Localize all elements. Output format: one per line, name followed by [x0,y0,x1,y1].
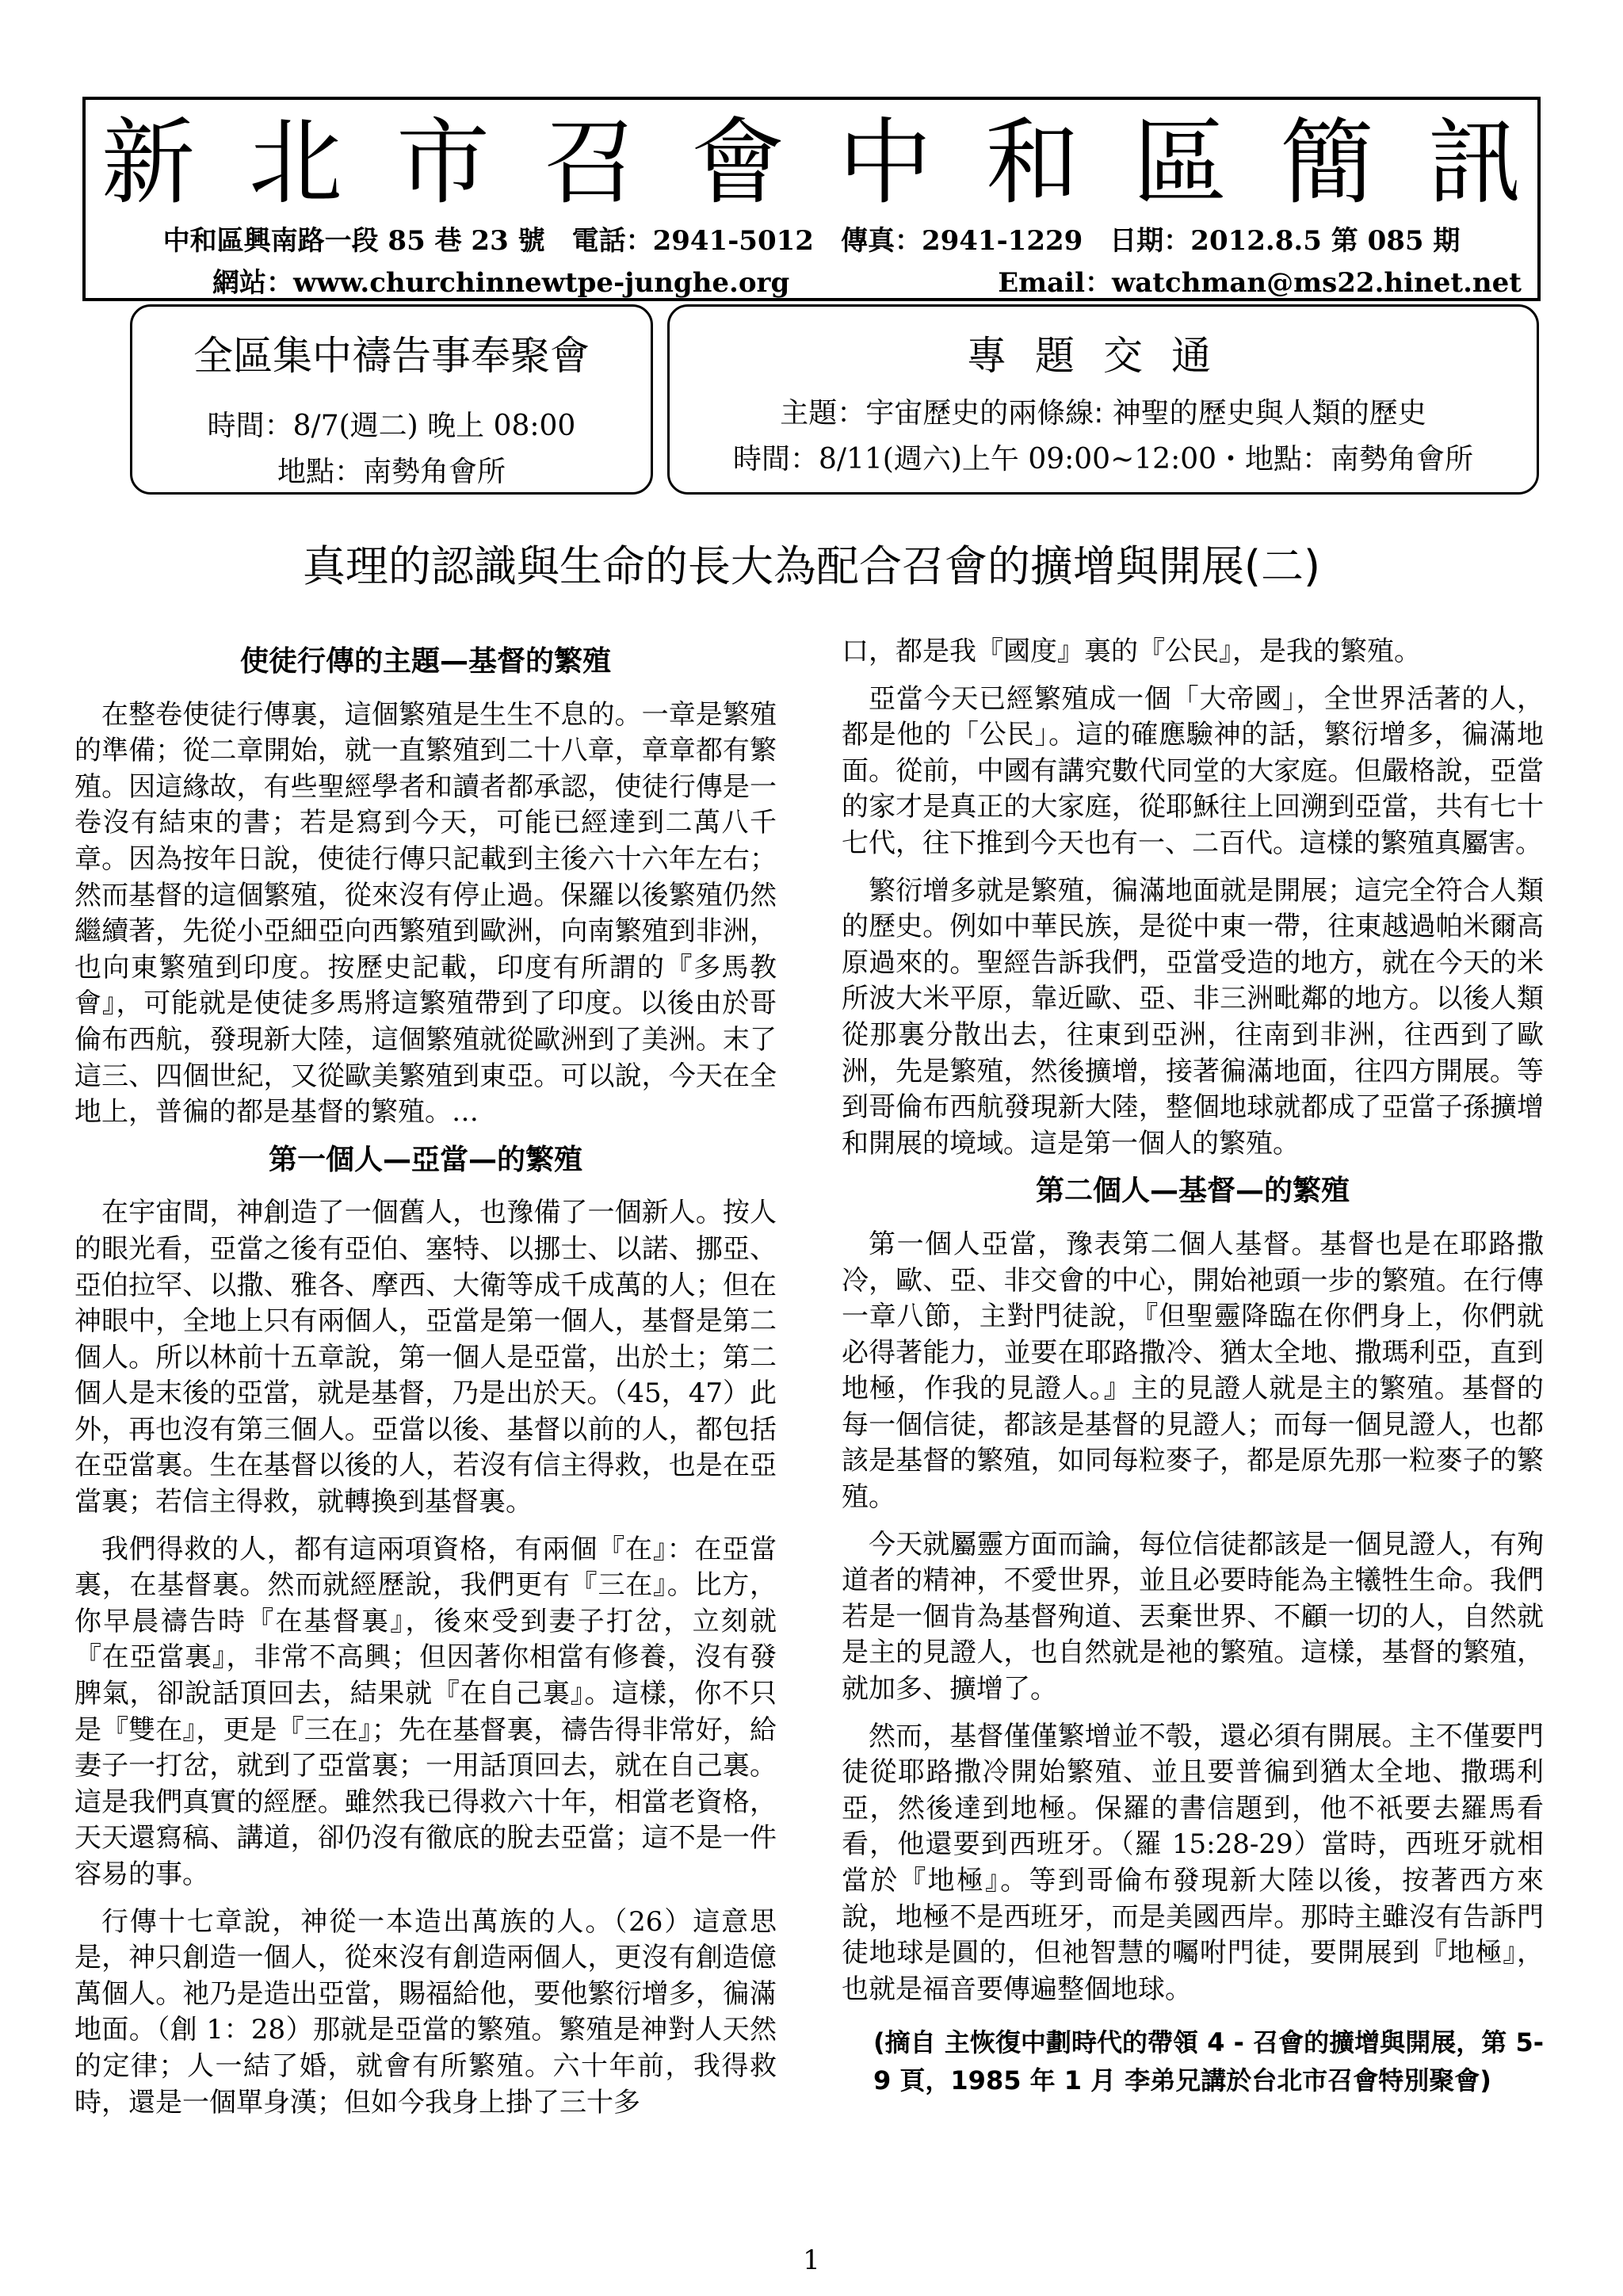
paragraph: 亞當今天已經繁殖成一個「大帝國」，全世界活著的人，都是他的「公民」。這的確應驗神的話，繁衍增多，徧滿地面。從前，中國有講究數代同堂的大家庭。但嚴格說，亞當的家才是真正的大家庭，從耶穌往上回溯到亞當，共有七十七代，往下推到今天也有一、二百代。這樣的繁殖真屬害。 [842,682,1544,859]
section-heading: 第二個人—基督—的繁殖 [1035,1175,1350,1208]
section-heading: 使徒行傳的主題—基督的繁殖 [239,645,611,678]
paragraph: 在宇宙間，神創造了一個舊人，也豫備了一個新人。按人的眼光看，亞當之後有亞伯、塞特、以挪士、以諾、挪亞、亞伯拉罕、以撒、雅各、摩西、大衛等成千成萬的人；但在神眼中，全地上只有兩個人，亞當是第一個人，基督是第二個人。所以林前十五章說，第一個人是亞當，出於土；第二個人是末後的亞當，就是基督，乃是出於天。（45，47）此外，再也沒有第三個人。亞當以後、基督以前的人，都包括在亞當裏。生在基督以後的人，若沒有信主得救，也是在亞當裏；若信主得救，就轉換到基督裏。 [74,1197,777,1519]
paragraph: 繁衍增多就是繁殖，徧滿地面就是開展；這完全符合人類的歷史。例如中華民族，是從中東一帶，往東越過帕米爾高原過來的。聖經告訴我們，亞當受造的地方，就在今天的米所波大米平原，靠近歐、亞、非三洲毗鄰的地方。以後人類從那裏分散出去，往東到亞洲，往南到非洲，往西到了歐洲，先是繁殖，然後擴增，接著徧滿地面，往四方開展。等到哥倫布西航發現新大陸，整個地球就都成了亞當子孫擴增和開展的境域。這是第一個人的繁殖。 [842,874,1544,1159]
prayer-meeting-place: 地點：南勢角會所 [277,456,506,488]
page-number: 1 [803,2244,820,2276]
title-char: 訊 [1427,108,1522,217]
title-char: 區 [1132,108,1227,217]
right-column [842,634,1544,2099]
paragraph: 行傳十七章說，神從一本造出萬族的人。（26）這意思是，神只創造一個人，從來沒有創造兩個人，更沒有創造億萬個人。祂乃是造出亞當，賜福給他，要他繁衍增多，徧滿地面。（創 1：28）那就是亞當的繁殖。繁殖是神對人天然的定律；人一結了婚，就會有所繁殖。六十年前，我得救時，還是一個單身漢；但如今我身上掛了三十多 [74,1905,777,2118]
fellowship-box [667,304,1539,495]
article-title: 真理的認識與生命的長大為配合召會的擴增與開展(二) [302,541,1321,591]
paragraph: 今天就屬靈方面而論，每位信徒都該是一個見證人，有殉道者的精神，不愛世界，並且必要時能為主犧牲生命。我們若是一個肯為基督殉道、丟棄世界、不顧一切的人，自然就是主的見證人，也自然就是祂的繁殖。這樣，基督的繁殖，就加多、擴增了。 [842,1528,1544,1706]
contact-line [212,261,1522,300]
paragraph-continuation: 口，都是我『國度』裏的『公民』，是我的繁殖。 [842,636,1421,667]
title-char: 新 [101,108,196,217]
title-char: 中 [838,108,932,217]
paragraph: 我們得救的人，都有這兩項資格，有兩個『在』：在亞當裏，在基督裏。然而就經歷說，我們更有『三在』。比方，你早晨禱告時『在基督裏』，後來受到妻子打岔，立刻就『在亞當裏』，非常不高興；但因著你相當有修養，沒有發脾氣，卻說話頂回去，結果就『在自己裏』。這樣，你不只是『雙在』，更是『三在』；先在基督裏，禱告得非常好，給妻子一打岔，就到了亞當裏；一用話頂回去，就在自己裏。這是我們真實的經歷。雖然我已得救六十年，相當老資格，天天還寫稿、講道，卻仍沒有徹底的脫去亞當；這不是一件容易的事。 [74,1533,777,1890]
fellowship-topic: 主題：宇宙歷史的兩條線: 神聖的歷史與人類的歷史 [780,397,1426,430]
fellowship-heading: 專題交通 [967,333,1239,379]
title-char: 簡 [1280,108,1374,217]
address-phone-date-line: 中和區興南路一段 85 巷 23 號 電話：2941-5012 傳真：2941-1229 日期：2012.8.5 第 085 期 [162,225,1461,257]
fellowship-time-place: 時間：8/11(週六)上午 09:00~12:00・地點：南勢角會所 [732,443,1474,476]
paragraph: 在整卷使徒行傳裏，這個繁殖是生生不息的。一章是繁殖的準備；從二章開始，就一直繁殖到二十八章，章章都有繁殖。因這緣故，有些聖經學者和讀者都承認，使徒行傳是一卷沒有結束的書；若是寫到今天，可能已經達到二萬八千章。因為按年日說，使徒行傳只記載到主後六十六年左右；然而基督的這個繁殖，從來沒有停止過。保羅以後繁殖仍然繼續著，先從小亞細亞向西繁殖到歐洲，向南繁殖到非洲，也向東繁殖到印度。按歷史記載，印度有所謂的『多馬教會』，可能就是使徒多馬將這繁殖帶到了印度。以後由於哥倫布西航，發現新大陸，這個繁殖就從歐洲到了美洲。末了這三、四個世紀，又從歐美繁殖到東亞。可以說，今天在全地上，普徧的都是基督的繁殖。… [74,698,777,1129]
title-char: 會 [690,108,785,217]
title-char: 召 [543,108,637,217]
newsletter-title [86,103,1537,222]
title-char: 和 [985,108,1079,217]
email-link[interactable]: Email：watchman@ms22.hinet.net [998,267,1522,299]
prayer-meeting-box [130,304,653,495]
website-link[interactable]: 網站：www.churchinnewtpe-junghe.org [212,267,790,299]
prayer-meeting-heading: 全區集中禱告事奉聚會 [193,333,590,379]
left-column [74,634,777,2132]
prayer-meeting-time: 時間：8/7(週二) 晚上 08:00 [207,410,576,442]
title-char: 北 [248,108,342,217]
masthead [82,97,1541,301]
section-heading: 第一個人—亞當—的繁殖 [268,1143,582,1176]
title-char: 市 [395,108,490,217]
source-citation: (摘自 主恢復中劃時代的帶領 4 - 召會的擴增與開展，第 5-9 頁，1985 年 1 月 李弟兄講於台北市召會特別聚會) [873,2027,1544,2096]
paragraph: 然而，基督僅僅繁增並不彀，還必須有開展。主不僅要門徒從耶路撒冷開始繁殖、並且要普徧到猶太全地、撒瑪利亞，然後達到地極。保羅的書信題到，他不祇要去羅馬看看，他還要到西班牙。（羅 15:28-29）當時，西班牙就相當於『地極』。等到哥倫布發現新大陸以後，按著西方來說，地極不是西班牙，而是美國西岸。那時主雖沒有告訴門徒地球是圓的，但祂智慧的囑咐門徒，要開展到『地極』，也就是福音要傳遍整個地球。 [842,1720,1544,2005]
paragraph: 第一個人亞當，豫表第二個人基督。基督也是在耶路撒冷，歐、亞、非交會的中心，開始祂頭一步的繁殖。在行傳一章八節，主對門徒說，『但聖靈降臨在你們身上，你們就必得著能力，並要在耶路撒冷、猶太全地、撒瑪利亞，直到地極，作我的見證人。』主的見證人就是主的繁殖。基督的每一個信徒，都該是基督的見證人；而每一個見證人，也都該是基督的繁殖，如同每粒麥子，都是原先那一粒麥子的繁殖。 [842,1228,1544,1514]
